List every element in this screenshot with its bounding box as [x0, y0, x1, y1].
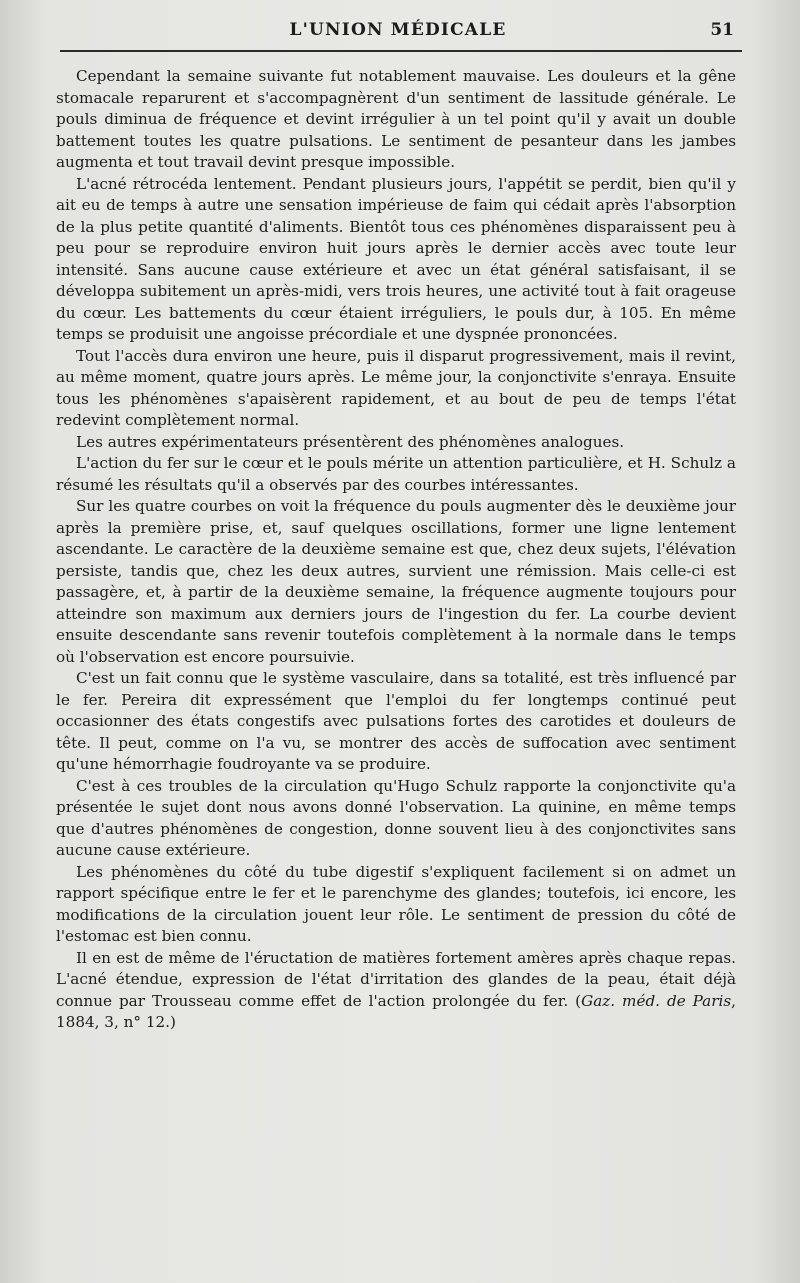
- page-number: 51: [710, 20, 734, 40]
- paragraph-10: [56, 948, 736, 1034]
- paragraph-2: L'acné rétrocéda lentement. Pendant plusieurs jours, l'appétit se perdit, bien qu'il y ait eu de temps à autre une sensation impérieuse de faim qui cédait après l'absorption de la plus petite quantité d'aliments. Bientôt tous ces phénomènes disparaissent peu à peu pour se reproduire environ huit jours après le dernier accès avec toute leur intensité. Sans aucune cause extérieure et avec un état général satisfaisant, il se développa subitement un après-midi, vers trois heures, une activité tout à fait orageuse du cœur. Les battements du cœur étaient irréguliers, le pouls dur, à 105. En même temps se produisit une angoisse précordiale et une dyspnée prononcées.: [56, 174, 736, 343]
- body-text: [56, 66, 736, 1034]
- header-rule: [60, 50, 742, 52]
- page-header: [58, 18, 738, 48]
- paragraph-3: Tout l'accès dura environ une heure, puis il disparut progressivement, mais il revint, au même moment, quatre jours après. Le même jour, la conjonctivite s'enraya. Ensuite tous les phénomènes s'apaisèrent rapidement, et au bout de peu de temps l'état redevint complètement normal.: [56, 346, 736, 429]
- paragraph-7: C'est un fait connu que le système vasculaire, dans sa totalité, est très influencé par le fer. Pereira dit expressément que l'emploi du fer longtemps continué peut occasionner des états congestifs avec pulsations fortes des carotides et douleurs de tête. Il peut, comme on l'a vu, se montrer des accès de suffocation avec sentiment qu'une hémorrhagie foudroyante va se produire.: [56, 669, 736, 773]
- citation-open: (: [568, 991, 582, 1010]
- paragraph-8: C'est à ces troubles de la circulation qu'Hugo Schulz rapporte la conjonctivite qu'a présentée le sujet dont nous avons donné l'observation. La quinine, en même temps que d'autres phénomènes de congestion, donne souvent lieu à des conjonctivites sans aucune cause extérieure.: [56, 776, 736, 859]
- paragraph-9: Les phénomènes du côté du tube digestif s'expliquent facilement si on admet un rapport spécifique entre le fer et le parenchyme des glandes; toutefois, ici encore, les modifications de la circulation jouent leur rôle. Le sentiment de pression du côté de l'estomac est bien connu.: [56, 862, 736, 945]
- citation-details: , 1884, 3, n° 12.): [56, 991, 736, 1031]
- paragraph-6: Sur les quatre courbes on voit la fréquence du pouls augmenter dès le deuxième jour après la première prise, et, sauf quelques oscillations, former une ligne lentement ascendante. Le caractère de la deuxième semaine est que, chez deux sujets, l'élévation persiste, tandis que, chez les deux autres, survient une rémission. Mais celle-ci est passagère, et, à partir de la deuxième semaine, la fréquence augmente toujours pour atteindre son maximum aux derniers jours de l'ingestion du fer. La courbe devient ensuite descendante sans revenir toutefois complètement à la normale dans le temps où l'observation est encore poursuivie.: [56, 497, 736, 666]
- running-head: L'UNION MÉDICALE: [289, 20, 507, 40]
- paragraph-10-text: Il en est de même de l'éructation de matières fortement amères après chaque repas. L'acné étendue, expression de l'état d'irritation des glandes de la peau, était déjà connue par Trousseau comme effet de l'action prolongée du fer.: [56, 948, 736, 1010]
- paragraph-5: L'action du fer sur le cœur et le pouls mérite un attention particulière, et H. Schulz a résumé les résultats qu'il a observés par des courbes intéressantes.: [56, 454, 736, 494]
- paragraph-4: Les autres expérimentateurs présentèrent des phénomènes analogues.: [76, 432, 625, 451]
- citation-source: Gaz. méd. de Paris: [581, 991, 732, 1010]
- paragraph-1: Cependant la semaine suivante fut notablement mauvaise. Les douleurs et la gêne stomacale reparurent et s'accompagnèrent d'un sentiment de lassitude générale. Le pouls diminua de fréquence et devint irrégulier à un tel point qu'il y avait un double battement toutes les quatre pulsations. Le sentiment de pesanteur dans les jambes augmenta et tout travail devint presque impossible.: [56, 67, 736, 171]
